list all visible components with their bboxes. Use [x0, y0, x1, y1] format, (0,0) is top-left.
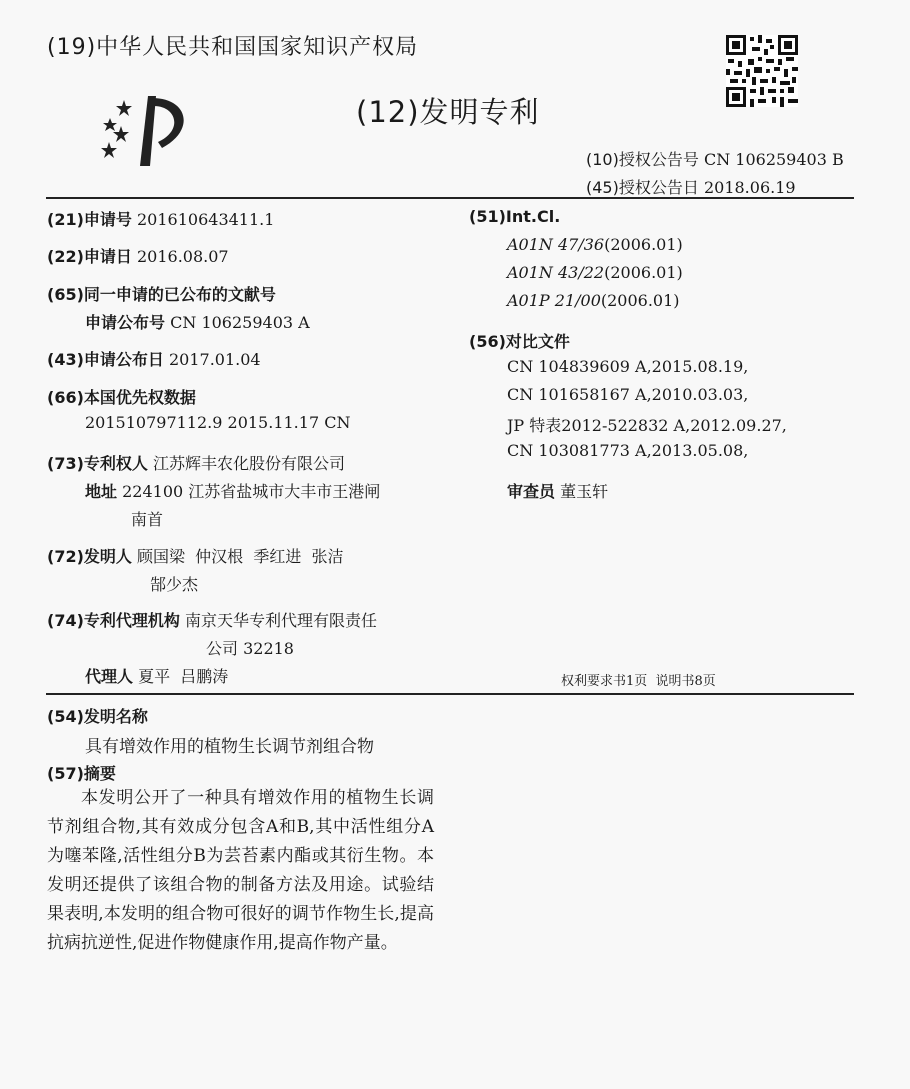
- grant-pub-no: [586, 147, 844, 170]
- reference-item: CN 103081773 A,2013.05.08,: [507, 441, 749, 460]
- document-type: (12)发明专利: [356, 95, 540, 129]
- top-divider: [46, 197, 854, 199]
- publication-number: 申请公布号 CN 106259403 A: [85, 313, 310, 332]
- abstract-heading: (57)摘要: [47, 764, 116, 783]
- patentee: (73)专利权人 江苏辉丰农化股份有限公司: [47, 454, 346, 473]
- publication-date: (43)申请公布日 2017.01.04: [47, 350, 261, 369]
- address-line-2: 南首: [131, 510, 164, 529]
- office-name: (19)中华人民共和国国家知识产权局: [47, 35, 419, 60]
- bottom-divider: [46, 693, 854, 695]
- qr-code: [726, 35, 798, 107]
- cnipa-logo: [96, 92, 196, 170]
- reference-item: CN 101658167 A,2010.03.03,: [507, 385, 749, 404]
- reference-item: JP 特表2012-522832 A,2012.09.27,: [507, 416, 787, 435]
- invention-title-heading: (54)发明名称: [47, 707, 148, 726]
- abstract-text: 本发明公开了一种具有增效作用的植物生长调节剂组合物,其有效成分包含A和B,其中活性组分A为噻苯隆,活性组分B为芸苔素内酯或其衍生物。本发明还提供了该组合物的制备方法及用途。试验结果表明,本发明的组合物可很好的调节作物生长,提高抗病抗逆性,促进作物健康作用,提高作物产量。: [47, 788, 434, 953]
- grant-date: [586, 175, 796, 198]
- examiner: 审查员 董玉轩: [507, 482, 609, 501]
- prior-publication-heading: (65)同一申请的已公布的文献号: [47, 285, 276, 304]
- priority-heading: (66)本国优先权数据: [47, 388, 196, 407]
- agent: 代理人 夏平 吕鹏涛: [85, 667, 229, 686]
- intcl-item: A01N 47/36(2006.01): [507, 235, 683, 254]
- intcl-heading: (51)Int.Cl.: [469, 207, 561, 226]
- inventors-line-2: 郜少杰: [150, 575, 199, 594]
- application-date: (22)申请日 2016.08.07: [47, 247, 229, 266]
- patent-agency: (74)专利代理机构 南京天华专利代理有限责任: [47, 611, 378, 630]
- address: 地址 224100 江苏省盐城市大丰市王港闸: [85, 482, 381, 501]
- grant-date-value: 2018.06.19: [703, 178, 796, 197]
- page-count-info: 权利要求书1页 说明书8页: [561, 674, 716, 689]
- application-number: (21)申请号 201610643411.1: [47, 210, 275, 229]
- reference-item: CN 104839609 A,2015.08.19,: [507, 357, 749, 376]
- grant-date-label: (45)授权公告日: [586, 178, 699, 197]
- abstract-body: [47, 784, 434, 958]
- grant-pub-no-value: CN 106259403 B: [703, 150, 844, 169]
- references-heading: (56)对比文件: [469, 332, 570, 351]
- intcl-item: A01N 43/22(2006.01): [507, 263, 683, 282]
- intcl-item: A01P 21/00(2006.01): [507, 291, 680, 310]
- patent-agency-line-2: 公司 32218: [206, 639, 294, 658]
- priority-data: 201510797112.9 2015.11.17 CN: [85, 413, 351, 432]
- grant-pub-no-label: (10)授权公告号: [586, 150, 699, 169]
- inventors: (72)发明人 顾国梁 仲汉根 季红进 张洁: [47, 547, 344, 566]
- invention-title: 具有增效作用的植物生长调节剂组合物: [85, 737, 374, 757]
